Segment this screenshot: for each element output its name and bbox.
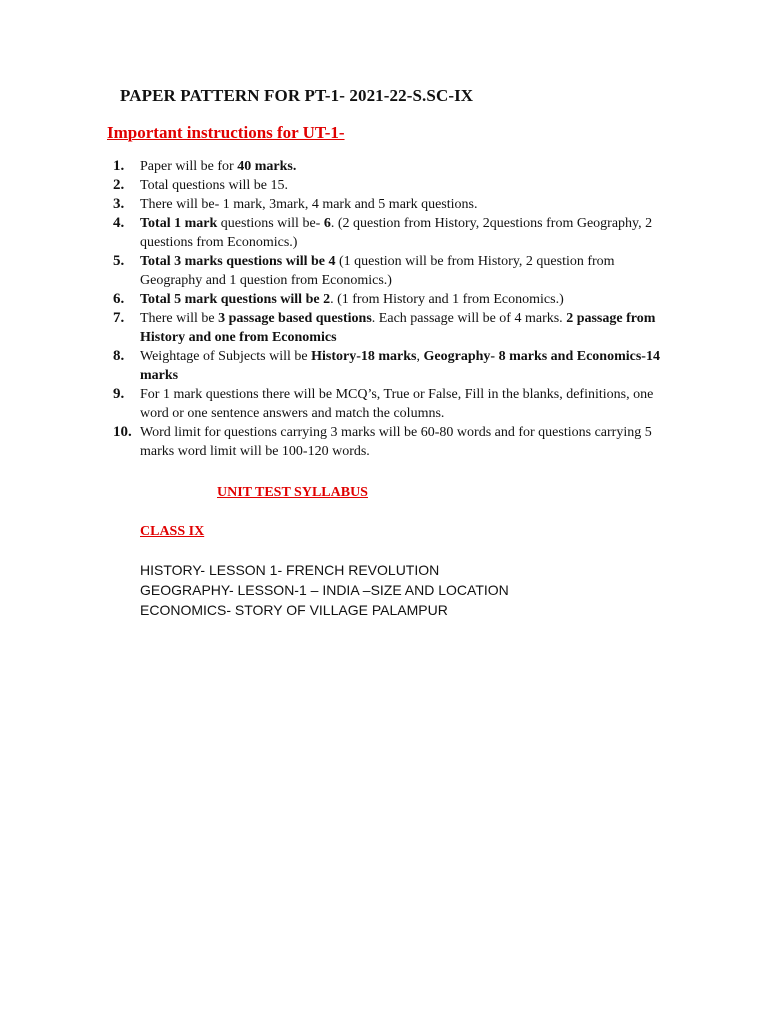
syllabus-item-geography: GEOGRAPHY- LESSON-1 – INDIA –SIZE AND LOCATION [140, 582, 509, 598]
page-title: PAPER PATTERN FOR PT-1- 2021-22-S.SC-IX [120, 86, 474, 105]
syllabus-item-economics: ECONOMICS- STORY OF VILLAGE PALAMPUR [140, 602, 448, 618]
instruction-bold-text: 2 passage from History and one from Economics [140, 311, 656, 345]
instructions-list [0, 157, 700, 461]
instruction-text: (1 question will be from History, 2 question from Geography and 1 question from Economics.) [140, 254, 615, 288]
instruction-number: 1. [113, 158, 125, 174]
instruction-text: , [416, 349, 424, 364]
instruction-text: For 1 mark questions there will be MCQ’s, True or False, Fill in the blanks, definitions, one word or one sentence answers and match the columns. [140, 387, 654, 421]
instruction-number: 7. [113, 310, 125, 326]
instruction-item [0, 214, 680, 252]
syllabus-list [140, 560, 509, 620]
instruction-number: 5. [113, 253, 125, 269]
instruction-number: 2. [113, 177, 125, 193]
instruction-text: . Each passage will be of 4 marks. [371, 311, 567, 326]
instruction-text: Paper will be for [140, 159, 238, 174]
instruction-item [0, 385, 680, 423]
instruction-bold-text: 40 marks. [237, 159, 297, 174]
instruction-number: 10. [113, 424, 132, 440]
instruction-bold-text: History-18 marks [311, 349, 417, 364]
instruction-item [0, 252, 680, 290]
syllabus-item-history: HISTORY- LESSON 1- FRENCH REVOLUTION [140, 562, 440, 578]
instruction-text: . (2 question from History, 2questions from Geography, 2 questions from Economics.) [140, 216, 653, 250]
unit-test-syllabus-heading: UNIT TEST SYLLABUS [217, 485, 368, 500]
instruction-number: 4. [113, 215, 125, 231]
instruction-number: 6. [113, 291, 125, 307]
instruction-item [0, 157, 680, 176]
instruction-item [0, 309, 680, 347]
instruction-bold-text: Geography- 8 marks and Economics-14 marks [140, 349, 660, 383]
instruction-item [0, 347, 680, 385]
instruction-bold-text: Total 1 mark [140, 216, 218, 231]
instruction-number: 9. [113, 386, 125, 402]
instruction-text: . (1 from History and 1 from Economics.) [330, 292, 564, 307]
instruction-bold-text: 6 [323, 216, 331, 231]
instruction-item [0, 290, 680, 309]
instruction-bold-text: Total 3 marks questions will be 4 [140, 254, 336, 269]
instructions-heading: Important instructions for UT-1- [107, 123, 345, 142]
class-heading: CLASS IX [140, 524, 205, 539]
instruction-text: Word limit for questions carrying 3 marks will be 60-80 words and for questions carrying 5 marks word limit will be 100-120 words. [140, 425, 652, 459]
instruction-item [0, 195, 680, 214]
instruction-text: Weightage of Subjects will be [140, 349, 312, 364]
instruction-text: There will be [140, 311, 219, 326]
instruction-bold-text: 3 passage based questions [218, 311, 372, 326]
instruction-number: 3. [113, 196, 125, 212]
instruction-item [0, 423, 680, 461]
instruction-text: Total questions will be 15. [140, 178, 288, 193]
instruction-item [0, 176, 680, 195]
instruction-bold-text: Total 5 mark questions will be 2 [140, 292, 331, 307]
instruction-text: questions will be- [217, 216, 324, 231]
instruction-number: 8. [113, 348, 125, 364]
instruction-text: There will be- 1 mark, 3mark, 4 mark and 5 mark questions. [140, 197, 478, 212]
